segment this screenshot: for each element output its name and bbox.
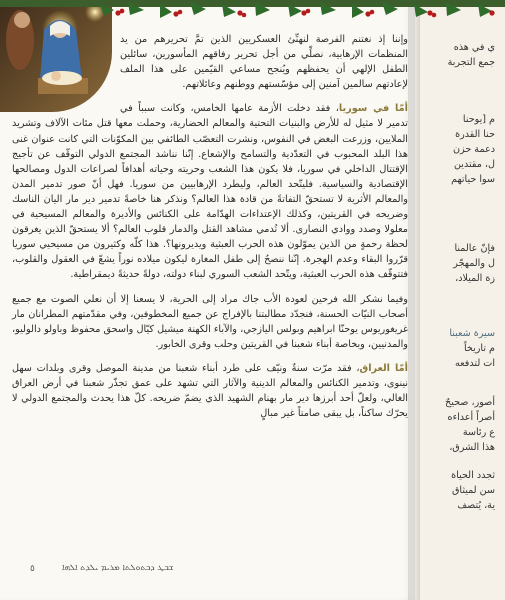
holly-garland bbox=[0, 0, 505, 22]
right-page-line: ات لتدفعه bbox=[455, 358, 495, 369]
footer-syriac-text: ܫܒܛ ܕܒܬܘܠܬܐ ܡܪܝܡ ܝܠܕܬ ܐܠܗܐ bbox=[62, 563, 174, 573]
right-page-line: ية، يُتصف bbox=[457, 500, 495, 511]
right-page-line: زة الميلاد، bbox=[455, 273, 495, 284]
right-page-line: م تاريخاً bbox=[463, 343, 495, 354]
right-page-line: سيرة شعبنا bbox=[449, 328, 495, 339]
book-gutter bbox=[408, 0, 420, 600]
right-page-line: م [يوحنا bbox=[462, 114, 495, 125]
right-page-line: أصور، صحيحٌ bbox=[445, 397, 495, 408]
paragraph: وفيما نشكر الله فرحين لعودة الأب جاك مراد إلى الحرية، لا يسعنا إلا أن نعلي الصوت مع جميع أصحاب النيّات الحسنة، فنجدّد مطالبتنا بالإفراج عن جميع المخطوفين، وفي مقدّمتهم المطرانان مار غريغوريوس يوحنّا ابراهيم وبولس اليازجي، والآباء الكهنة ميشيل كيّال واسحق محفوظ وباولو دالوليو، والمدنيين، وبخاصة أبناء شعبنا في القريتين وحلب وقرى الخابور. bbox=[12, 293, 408, 350]
right-page-line: سن لميثاق bbox=[451, 485, 495, 496]
page-number: ٥ bbox=[30, 564, 35, 574]
right-page-line: دعمة حزن bbox=[452, 144, 495, 155]
right-page-line: حنا القدرة bbox=[455, 129, 495, 140]
paragraph-text: ، فقد دخلت الأزمة عامها الخامس، وكانت سبباً في تدمير لا مثيل له للأرض والبنيات التحتية والمعالم الحضارية، وحملت معها قتل مئات الآلاف وتشريد الملايين، وزرعت البغض في النفوس، ونشرت التعصّب الطائفي بين المكوّنات التي كانت عنوان غنى هذا البلد المحبوب في التعدّدية والتسامح والإشعاع. إنّنا نناشد المجتمع الدولي التوقّف عن تأجيج الإقتتال الداخلي في سوريا، فلا يكون هذا الشعب وحريته وحياته أهدافاً لصراعات الدول ومصالحها الإقتصادية والسياسية. فليتّحد العالم، وليطرد الإرهابيين من سوريا. فهل أنّ صور تدمير المدن والمعالم الأثرية لا تستحقّ التفاتةً من قادة هذا العالم؟ ونذكر هنا خاصةً تدمير دير مار اليان الناسك وضريحه في القريتين، وكذلك الإعتداءات الهدّامة على الكنائس والأديرة والمعالم المسيحية في معلولا وصدد ووادي النصارى. ألا تُدمي مشاهد القتل والدمار قلوب العالم؟ ألا يستحقّ الذين يغرقون لحظة رحمةٍ من الذين يموّلون هذه الحرب العبثية ويديرونها؟. هذا كلّه وكثيرون من مسيحيي سوريا قرّروا البقاء وعدم الهجرة. إنّنا ننصحُ إلى طفل المغارة ليكون ميلاده نوراً يشعّ في العقول والقلوب، فتتوقّف هذه الحرب العبثية، ويتّحد الشعب السوري لبناء دولته، دولةً حديثةً ديمقراطية. bbox=[12, 103, 408, 281]
right-page-line: هذا الشرق، bbox=[449, 442, 495, 453]
paragraph-iraq bbox=[12, 361, 408, 421]
section-heading: أمّا في سوريا bbox=[338, 103, 408, 115]
right-page-line: ثجدد الحياة bbox=[451, 470, 495, 481]
paragraph-syria bbox=[12, 101, 408, 282]
paragraph: وإننا إذ نغتنم الفرصة لنهنِّئ العسكريين الذين تمَّ تحريرهم من يد المنظمات الإرهابية، نصلِّي من أجل تحرير رفاقهم المأسورين، سائلين الطفل الإلهي أن يحفظهم ويُنجح مساعي القيّمين على هذا الملف لإعادتهم سالمين آمنين إلى مؤسّستهم ووطنهم وعائلاتهم. bbox=[120, 34, 408, 91]
paragraph-text: ، فقد مرّت سنةٌ ونيّف على طرد أبناء شعبنا من مدينة الموصل وقرى وبلدات سهل نينوى، وتدمير الكنائس والمعالم الدينية والآثار التي تشهد على عمق تجذّر شعبنا في أرض العراق الغالي، ولعلّ أحد أبرزها دير مار بهنام الشهيد الذي يضمّ ضريحه. كلّ هذا يحدث والمجتمع الدولي لا يحرّك ساكناً، بل يبقى صامتاً غير مبالٍ bbox=[12, 362, 408, 420]
right-page-line: سوا حياتهم bbox=[451, 174, 495, 185]
right-page-line: جمع التجربة bbox=[447, 57, 495, 68]
right-page-line: أصراً أعداءه bbox=[447, 412, 495, 423]
right-page-line: ل والمهجّر bbox=[453, 258, 495, 269]
right-page bbox=[415, 0, 505, 600]
right-page-line: فإنّ عالمنا bbox=[454, 243, 495, 254]
section-heading: أمّا العراق bbox=[359, 362, 408, 374]
right-page-line: ي في هذه bbox=[453, 42, 495, 53]
right-page-line: ل، مقتدين bbox=[453, 159, 495, 170]
article-body bbox=[12, 32, 408, 557]
holly-berries bbox=[115, 9, 494, 18]
right-page-line: ع رئاسة bbox=[462, 427, 495, 438]
